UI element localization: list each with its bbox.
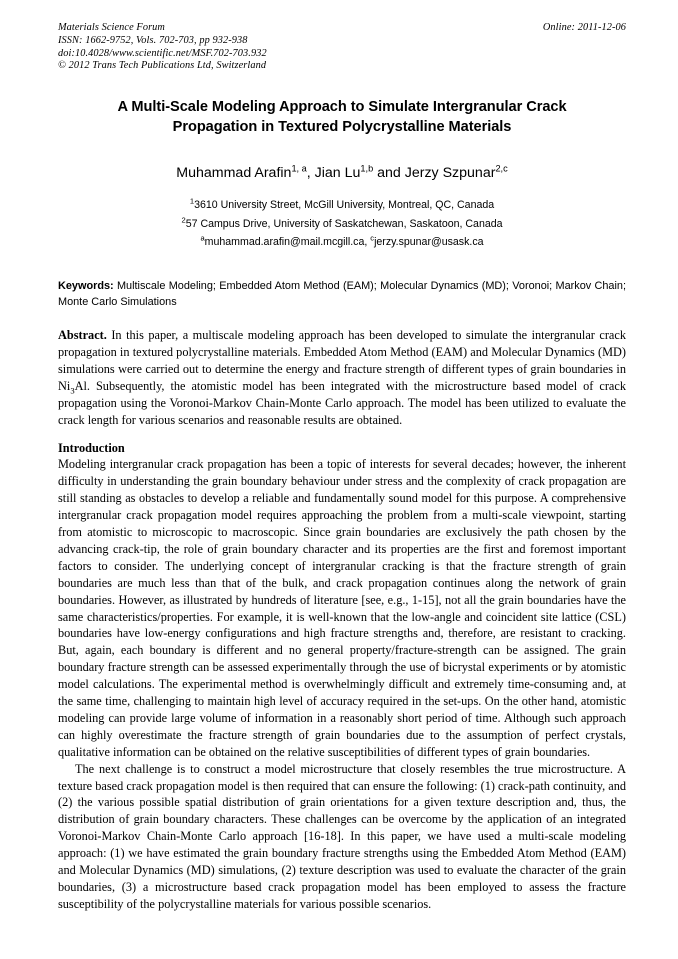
- author-name: Muhammad Arafin: [176, 165, 292, 181]
- introduction-heading: Introduction: [58, 440, 125, 455]
- chemical-subscript: 3: [70, 385, 75, 396]
- affiliation-list: [58, 196, 626, 252]
- abstract-text-part-1: In this paper, a multiscale modeling approach has been developed to simulate the intergranular crack propagation in textured polycrystalline materials. Embedded Atom Method (EAM) and Molecular Dynamics (MD) simulations were carried out to determine the energy and fracture strength of different types of grain boundaries in Ni: [58, 328, 626, 394]
- article-title-line-2: Propagation in Textured Polycrystalline Materials: [172, 118, 512, 135]
- author-list: [58, 164, 626, 183]
- introduction-paragraph-1: Modeling intergranular crack propagation has been a topic of interests for several decades; however, the inherent difficulty in understanding the grain boundary behaviour under stress and the complexity of crack propagation are still standing as obstacles to develop a reliable and fundamentally sound model for this purpose. A comprehensive intergranular crack propagation model requires approaching the problem from a multi-scale viewpoint, starting from atomistic to microscopic to macroscopic. Since grain boundaries are exclusively the path chosen by the advancing crack-tip, the role of grain boundary character and its properties are the first and foremost important factors to consider. The underlying concept of intergranular cracking is that the fracture strength of grain boundaries are much less than that of the bulk, and crack propagation continues along the network of grain boundaries. However, as illustrated by hundreds of literature [see, e.g., 1-15], not all the grain boundaries have the same characteristics/properties. For example, it is well-known that the low-angle and coincident site lattice (CSL) boundaries have low-energy configurations and high fracture strengths and, therefore, are resistant to cracking. But, again, each boundary is different and no general property/fracture-strength can be assigned. The grain boundary fracture strength can be assessed experimentally through the use of bicrystal experiments or by atomistic model calculations. The experimental method is overwhelmingly difficult and extremely time-consuming and, at the same time, challenging to maintain high level of accuracy required in the set-ups. On the other hand, atomistic modeling can provide large volume of information in a reasonably short period of time. Although such approach can highly overestimate the fracture strength of grain boundaries due to the assumption of perfect crystals, qualitative information can be obtained on the relative susceptibilities of different types of grain boundaries.: [58, 457, 626, 759]
- author-entry: [315, 165, 374, 181]
- affiliation-text: 57 Campus Drive, University of Saskatchewan, Saskatoon, Canada: [185, 217, 503, 230]
- article-title: [86, 98, 598, 137]
- online-publication-date: Online: 2011-12-06: [542, 22, 626, 33]
- abstract-text-part-2: Al. Subsequently, the atomistic model has been integrated with the microstructure based model of crack propagation using the Voronoi-Markov Chain-Monte Carlo approach. The model has been utilized to evaluate the crack length for various scenarios and reasonable results are obtained.: [58, 379, 626, 427]
- email-address-c[interactable]: jerzy.spunar@usask.ca: [374, 236, 484, 248]
- affiliation-marker: 2: [181, 214, 186, 224]
- journal-masthead: [58, 22, 626, 76]
- author-entry: [405, 165, 508, 181]
- author-entry: [176, 165, 306, 181]
- author-affiliation-marker: 1,b: [360, 163, 374, 174]
- journal-name: Materials Science Forum: [58, 22, 165, 33]
- introduction-paragraph-2: The next challenge is to construct a model microstructure that closely resembles the true microstructure. A texture based crack propagation model is then required that can ensure the following: (1) crack-path continuity, and (2) the various possible spatial distribution of grain orientations for a given texture description and, thus, the distribution of grain boundary characters. These challenges can be overcome by the application of an integrated Voronoi-Markov Chain-Monte Carlo approach [16-18]. In this paper, we have used a multi-scale modeling approach: (1) we have estimated the grain boundary fracture strengths using the Embedded Atom Method (EAM) and Molecular Dynamics (MD) simulations, (2) texture description was used to evaluate the character of the grain boundaries, (3) a microstructure based crack propagation model has been employed to assess the fracture susceptibility of the polycrystalline materials for various possible scenarios.: [58, 761, 626, 911]
- keywords-text: Multiscale Modeling; Embedded Atom Method (EAM); Molecular Dynamics (MD); Voronoi; Markov Chain; Monte Carlo Simulations: [58, 279, 626, 308]
- journal-copyright-line: © 2012 Trans Tech Publications Ltd, Switzerland: [58, 60, 267, 72]
- affiliation-item: [58, 215, 626, 234]
- email-marker-c: c: [370, 233, 375, 243]
- keywords-label: Keywords:: [58, 279, 114, 292]
- journal-issn-line: ISSN: 1662-9752, Vols. 702-703, pp 932-938: [58, 34, 248, 46]
- email-address-a[interactable]: muhammad.arafin@mail.mcgill.ca,: [204, 236, 371, 248]
- abstract-label: Abstract.: [58, 328, 107, 343]
- affiliation-text: 3610 University Street, McGill University, Montreal, QC, Canada: [194, 199, 495, 211]
- author-separator: ,: [306, 165, 315, 181]
- author-affiliation-marker: 1, a: [291, 163, 307, 174]
- keywords-section: [58, 278, 626, 311]
- affiliation-marker: 1: [189, 196, 195, 206]
- author-affiliation-marker: 2,c: [495, 163, 508, 174]
- article-title-line-1: A Multi-Scale Modeling Approach to Simulate Intergranular Crack: [117, 99, 567, 115]
- author-separator: and: [373, 165, 405, 181]
- author-name: Jian Lu: [314, 165, 361, 181]
- journal-doi-line: doi:10.4028/www.scientific.net/MSF.702-703.932: [58, 47, 267, 59]
- email-marker-a: a: [200, 233, 205, 243]
- author-emails: [58, 233, 626, 252]
- affiliation-item: [58, 196, 626, 215]
- author-name: Jerzy Szpunar: [404, 165, 496, 181]
- abstract-section: [58, 327, 626, 428]
